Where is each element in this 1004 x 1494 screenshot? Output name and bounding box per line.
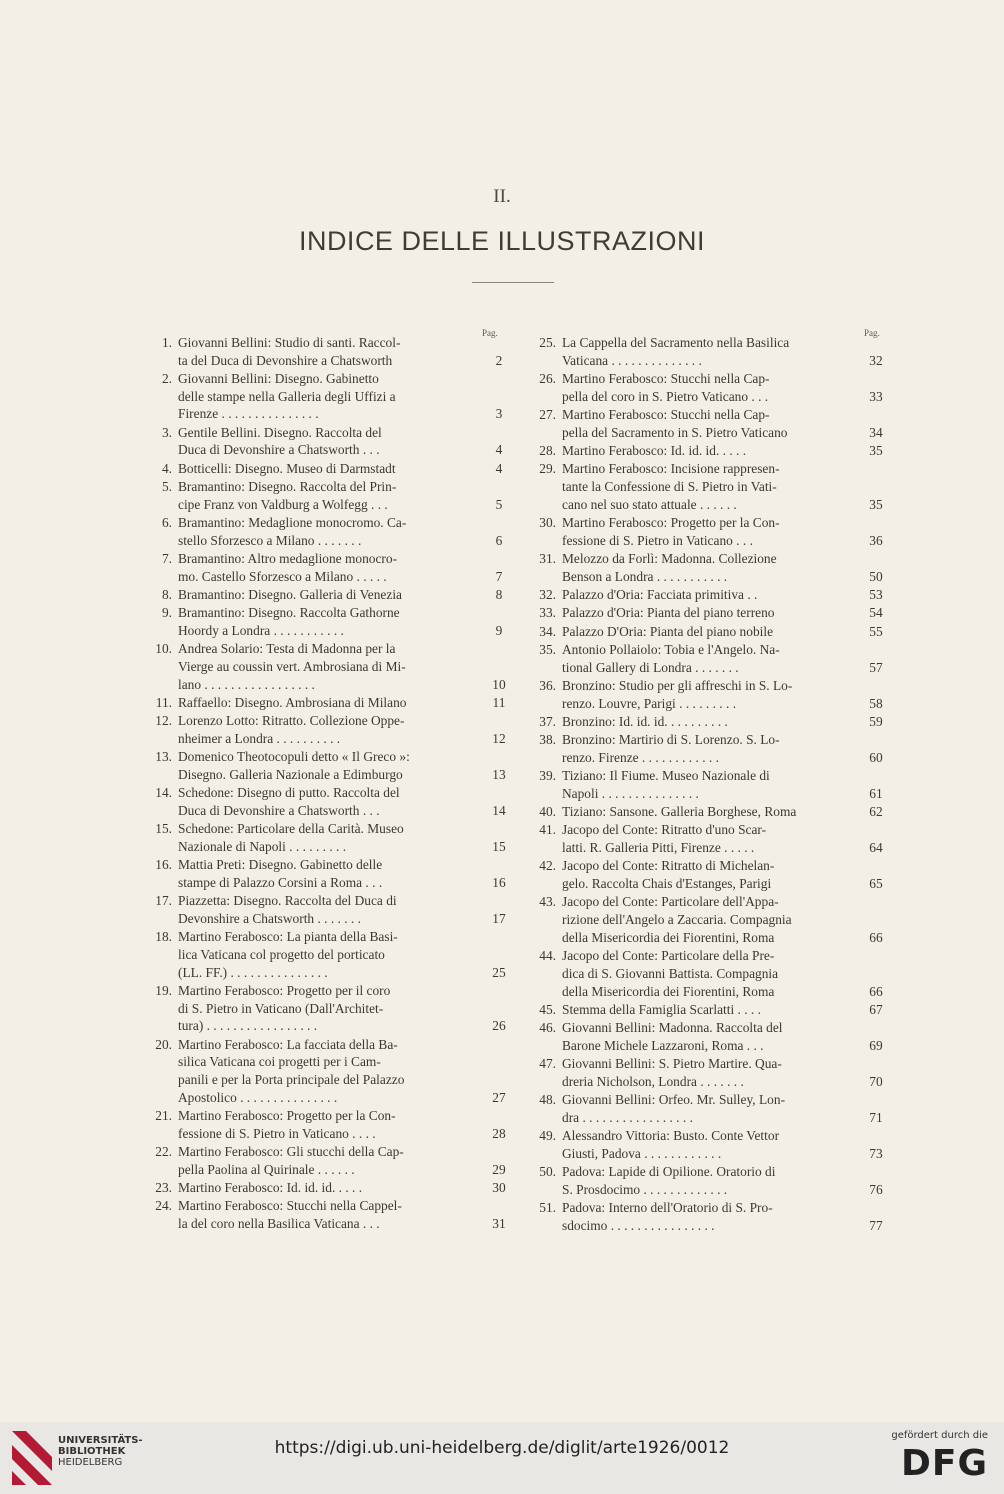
index-entry [522,514,890,549]
entry-text-line: Giovanni Bellini: S. Pietro Martire. Qua- [562,1056,782,1072]
entry-text-line: Bramantino: Medaglione monocromo. Ca- [178,515,407,530]
entry-page-number: 16 [492,875,506,890]
entry-number: 32. [539,587,556,602]
entry-number: 16. [155,857,172,873]
index-entry [522,460,890,513]
permalink-url[interactable]: https://digi.ub.uni-heidelberg.de/diglit/arte1926/0012 [274,1438,730,1458]
entry-text-line: Martino Ferabosco: La pianta della Basi- [178,929,398,945]
entry-text-line: dra . . . . . . . . . . . . . . . . . [562,1109,693,1125]
entry-text-line: renzo. Louvre, Parigi . . . . . . . . . [562,695,737,711]
index-entry [140,550,512,585]
entry-page-number: 29 [492,1161,506,1177]
entry-number: 4. [161,460,172,476]
entry-number: 3. [161,424,172,440]
entry-page-number: 8 [495,587,503,602]
entry-text-line: Palazzo D'Oria: Pianta del piano nobile [562,623,774,639]
entry-text-line: Jacopo del Conte: Particolare della Pre- [562,948,775,964]
entry-text-line: tura) . . . . . . . . . . . . . . . . . [178,1018,318,1034]
entry-page-number: 62 [869,804,883,820]
index-entry [522,767,890,802]
entry-text-line: la del coro nella Basilica Vaticana . . . [178,1216,380,1232]
entry-number: 20. [155,1036,172,1052]
entry-text-line: cipe Franz von Valdburg a Wolfegg . . . [178,496,388,512]
index-entry [522,586,890,604]
entry-text-line: Jacopo del Conte: Ritratto di Michelan- [562,858,775,874]
entry-number: 46. [539,1020,556,1036]
entry-text-line: Jacopo del Conte: Ritratto d'uno Scar- [562,822,767,838]
entry-text-line: Martino Ferabosco: Progetto per la Con- [178,1108,396,1124]
entry-number: 1. [161,335,172,350]
entry-text-line: Martino Ferabosco: Id. id. id. . . . . [562,443,747,458]
entry-page-number: 7 [495,568,503,584]
entry-page-number: 53 [869,587,883,602]
entry-page-number: 33 [869,388,883,404]
entry-number: 11. [155,695,172,710]
entry-page-number: 55 [869,623,883,639]
index-column-right [522,334,890,1235]
entry-number: 33. [539,605,556,621]
entry-text-line: Martino Ferabosco: Progetto per il coro [178,983,391,998]
index-entry [140,1179,512,1197]
index-entry [140,694,512,712]
entry-page-number: 30 [492,1180,506,1196]
index-entry [140,514,512,549]
index-entry [140,784,512,819]
entry-text-line: sdocimo . . . . . . . . . . . . . . . . [562,1217,715,1233]
entry-page-number: 4 [495,460,503,476]
entry-page-number: 35 [869,443,883,458]
entry-number: 6. [161,515,172,530]
entry-text-line: silica Vaticana coi progetti per i Cam- [178,1054,381,1070]
entry-number: 34. [539,623,556,639]
entry-page-number: 12 [492,731,506,746]
entry-text-line: Melozzo da Forlì: Madonna. Collezione [562,551,777,566]
entry-text-line: Botticelli: Disegno. Museo di Darmstadt [178,460,396,476]
entry-page-number: 54 [869,605,883,621]
index-entry [140,856,512,891]
entry-number: 2. [161,371,172,386]
entry-text-line: Palazzo d'Oria: Facciata primitiva . . [562,587,758,602]
index-entry [522,604,890,622]
entry-text-line: tante la Confessione di S. Pietro in Vati- [562,479,777,494]
index-entry [522,1091,890,1126]
entry-number: 50. [539,1164,556,1180]
entry-page-number: 69 [869,1037,883,1053]
entry-text-line: La Cappella del Sacramento nella Basilica [562,335,790,350]
entry-text-line: pella Paolina al Quirinale . . . . . . [178,1161,355,1177]
index-entry [140,460,512,478]
entry-text-line: Schedone: Disegno di putto. Raccolta del [178,785,400,801]
index-entry [522,893,890,946]
index-entry [522,1199,890,1234]
entry-number: 22. [155,1144,172,1160]
entry-page-number: 66 [869,929,883,945]
entry-text-line: Andrea Solario: Testa di Madonna per la [178,641,396,657]
entry-number: 36. [539,677,556,693]
page-title: INDICE DELLE ILLUSTRAZIONI [298,226,706,256]
entry-text-line: Raffaello: Disegno. Ambrosiana di Milano [178,695,407,710]
index-entry [140,424,512,459]
entry-page-number: 71 [869,1109,883,1125]
entry-text-line: Duca di Devonshire a Chatsworth . . . [178,442,380,458]
entry-page-number: 32 [869,352,883,368]
entry-text-line: Barone Michele Lazzaroni, Roma . . . [562,1037,764,1053]
entry-text-line: delle stampe nella Galleria degli Uffizi a [178,388,396,404]
entry-page-number: 3 [495,406,503,422]
index-entry [522,857,890,892]
entry-text-line: Martino Ferabosco: Incisione rappresen- [562,461,780,477]
entry-text-line: Hoordy a Londra . . . . . . . . . . . [178,623,344,638]
index-entry [522,1163,890,1198]
index-entry [522,803,890,821]
entry-number: 45. [539,1001,556,1017]
entry-text-line: Duca di Devonshire a Chatsworth . . . [178,803,380,818]
index-entry [140,640,512,693]
entry-number: 5. [161,479,172,494]
index-entry [140,604,512,639]
entry-page-number: 76 [869,1181,883,1197]
index-entry [522,677,890,712]
entry-text-line: fessione di S. Pietro in Vaticano . . . . [178,1125,376,1141]
entry-number: 24. [155,1198,172,1214]
entry-number: 44. [539,948,556,964]
index-entry [140,982,512,1035]
entry-number: 15. [155,821,172,837]
index-entry [140,1107,512,1142]
entry-text-line: Martino Ferabosco: Gli stucchi della Cap- [178,1144,404,1160]
entry-text-line: Martino Ferabosco: La facciata della Ba- [178,1036,398,1052]
entry-text-line: Jacopo del Conte: Particolare dell'Appa- [562,894,779,910]
entry-page-number: 73 [869,1145,883,1161]
entry-text-line: Martino Ferabosco: Id. id. id. . . . . [178,1180,363,1196]
entry-text-line: Martino Ferabosco: Stucchi nella Cap- [562,407,770,422]
entry-text-line: dica di S. Giovanni Battista. Compagnia [562,965,779,981]
entry-text-line: nheimer a Londra . . . . . . . . . . [178,731,341,746]
entry-text-line: ta del Duca di Devonshire a Chatsworth [178,352,393,368]
index-entry [522,1055,890,1090]
entry-text-line: renzo. Firenze . . . . . . . . . . . . [562,749,719,765]
entry-number: 28. [539,443,556,458]
entry-text-line: Nazionale di Napoli . . . . . . . . . [178,839,347,854]
entry-page-number: 10 [492,676,506,692]
entry-text-line: Giusti, Padova . . . . . . . . . . . . [562,1145,722,1161]
entry-text-line: Alessandro Vittoria: Busto. Conte Vettor [562,1128,780,1144]
entry-number: 49. [539,1128,556,1144]
entry-number: 29. [539,461,556,477]
entry-text-line: cano nel suo stato attuale . . . . . . [562,496,737,512]
entry-text-line: pella del coro in S. Pietro Vaticano . . . [562,388,769,404]
index-entry [522,1019,890,1054]
entry-number: 13. [155,749,172,765]
footer-bar [0,1422,1004,1494]
index-entry [140,478,512,513]
entry-text-line: Martino Ferabosco: Stucchi nella Cap- [562,371,770,386]
entry-text-line: Bramantino: Altro medaglione monocro- [178,551,398,566]
index-entry [522,1127,890,1162]
entry-page-number: 26 [492,1018,506,1034]
entry-page-number: 66 [869,983,883,999]
entry-page-number: 25 [492,964,506,980]
index-column-left [140,334,512,1233]
library-name-line1: UNIVERSITÄTS- [58,1435,143,1446]
entry-text-line: Martino Ferabosco: Progetto per la Con- [562,515,780,530]
entry-text-line: Palazzo d'Oria: Pianta del piano terreno [562,605,775,621]
entry-page-number: 15 [492,839,506,854]
entry-text-line: della Misericordia dei Fiorentini, Roma [562,983,775,999]
entry-number: 9. [161,605,172,621]
entry-page-number: 11 [492,695,506,710]
entry-text-line: Apostolico . . . . . . . . . . . . . . . [178,1089,338,1105]
entry-page-number: 60 [869,749,883,765]
index-entry [522,370,890,405]
entry-text-line: Padova: Interno dell'Oratorio di S. Pro- [562,1200,773,1216]
entry-number: 40. [539,804,556,820]
dfg-logo[interactable]: DFG [900,1443,988,1484]
entry-text-line: S. Prosdocimo . . . . . . . . . . . . . [562,1181,728,1197]
entry-number: 31. [539,551,556,566]
entry-number: 19. [155,983,172,998]
entry-page-number: 70 [869,1073,883,1089]
index-entry [522,713,890,731]
pag-label-right: Pag. [864,328,880,338]
funded-by-label: gefördert durch die [891,1430,988,1441]
entry-number: 21. [155,1108,172,1124]
entry-text-line: Stemma della Famiglia Scarlatti . . . . [562,1001,761,1017]
entry-text-line: Mattia Preti: Disegno. Gabinetto delle [178,857,383,873]
entry-text-line: Disegno. Galleria Nazionale a Edimburgo [178,767,403,782]
index-entry [140,370,512,423]
entry-number: 8. [161,587,172,602]
entry-number: 47. [539,1056,556,1072]
entry-page-number: 50 [869,568,883,584]
library-name-line3: HEIDELBERG [58,1457,123,1468]
entry-page-number: 5 [495,496,503,512]
entry-page-number: 77 [869,1217,883,1233]
entry-number: 17. [155,893,172,909]
entry-text-line: latti. R. Galleria Pitti, Firenze . . . . . [562,840,755,856]
entry-text-line: Vierge au coussin vert. Ambrosiana di Mi- [178,659,406,674]
entry-text-line: fessione di S. Pietro in Vaticano . . . [562,532,753,548]
index-entry [522,1001,890,1019]
entry-text-line: gelo. Raccolta Chais d'Estanges, Parigi [562,876,772,892]
entry-page-number: 13 [492,767,506,782]
entry-text-line: Tiziano: Sansone. Galleria Borghese, Roma [562,804,797,820]
entry-text-line: Lorenzo Lotto: Ritratto. Collezione Oppe- [178,713,405,729]
index-entry [140,712,512,747]
entry-page-number: 58 [869,695,883,711]
entry-page-number: 67 [869,1001,883,1017]
entry-page-number: 59 [869,713,883,729]
entry-number: 37. [539,713,556,729]
index-entry [522,623,890,641]
index-entry [522,334,890,369]
entry-page-number: 17 [492,911,506,926]
entry-page-number: 27 [492,1089,506,1105]
entry-number: 10. [155,641,172,657]
entry-text-line: Gentile Bellini. Disegno. Raccolta del [178,424,382,440]
entry-page-number: 65 [869,876,883,892]
entry-number: 51. [539,1200,556,1216]
entry-text-line: rizione dell'Angelo a Zaccaria. Compagnia [562,912,792,928]
entry-number: 35. [539,641,556,657]
index-entry [522,821,890,856]
entry-page-number: 14 [492,803,506,818]
entry-number: 26. [539,371,556,386]
entry-text-line: Giovanni Bellini: Studio di santi. Raccol- [178,335,401,350]
entry-text-line: Benson a Londra . . . . . . . . . . . [562,568,728,584]
entry-text-line: Giovanni Bellini: Orfeo. Mr. Sulley, Lon- [562,1092,786,1108]
entry-text-line: Bramantino: Disegno. Raccolta Gathorne [178,605,400,621]
entry-number: 25. [539,335,556,350]
entry-text-line: Vaticana . . . . . . . . . . . . . . [562,352,702,368]
pag-label-left: Pag. [482,328,498,338]
entry-page-number: 2 [495,352,503,368]
entry-number: 23. [155,1180,172,1196]
entry-number: 12. [155,713,172,729]
entry-number: 30. [539,515,556,530]
index-entry [140,892,512,927]
entry-number: 42. [539,858,556,874]
entry-text-line: Tiziano: Il Fiume. Museo Nazionale di [562,768,770,784]
section-number: II. [493,186,511,207]
index-entry [522,731,890,766]
entry-text-line: Napoli . . . . . . . . . . . . . . . [562,785,699,801]
entry-text-line: tional Gallery di Londra . . . . . . . [562,659,739,675]
entry-page-number: 28 [492,1125,506,1141]
entry-number: 27. [539,407,556,422]
entry-page-number: 64 [869,840,883,856]
library-name-line2: BIBLIOTHEK [58,1446,126,1457]
index-entry [522,550,890,585]
entry-page-number: 61 [869,785,883,801]
entry-page-number: 31 [492,1216,506,1232]
entry-text-line: Piazzetta: Disegno. Raccolta del Duca di [178,893,397,909]
index-entry [522,406,890,441]
entry-text-line: Bramantino: Disegno. Raccolta del Prin- [178,479,397,494]
index-entry [522,641,890,676]
entry-page-number: 6 [495,532,503,548]
entry-text-line: Bronzino: Id. id. id. . . . . . . . . . [562,713,728,729]
index-entry [140,334,512,369]
entry-number: 48. [539,1092,556,1108]
entry-text-line: Antonio Pollaiolo: Tobia e l'Angelo. Na- [562,641,780,657]
entry-number: 41. [539,822,556,838]
entry-number: 43. [539,894,556,910]
entry-text-line: mo. Castello Sforzesco a Milano . . . . . [178,568,387,584]
entry-text-line: Giovanni Bellini: Madonna. Raccolta del [562,1020,783,1036]
entry-page-number: 34 [869,424,883,440]
title-divider [472,282,554,283]
entry-text-line: Domenico Theotocopuli detto « Il Greco »: [178,749,410,765]
entry-text-line: panili e per la Porta principale del Palazzo [178,1072,405,1088]
entry-text-line: Bronzino: Studio per gli affreschi in S. Lo- [562,677,793,693]
entry-page-number: 4 [495,442,503,458]
index-entry [522,442,890,460]
entry-number: 14. [155,785,172,801]
entry-text-line: Firenze . . . . . . . . . . . . . . . [178,406,319,422]
entry-text-line: (LL. FF.) . . . . . . . . . . . . . . . [178,964,328,980]
entry-page-number: 35 [869,496,883,512]
entry-page-number: 36 [869,532,883,548]
index-entry [140,820,512,855]
entry-text-line: dreria Nicholson, Londra . . . . . . . [562,1073,744,1089]
entry-text-line: stampe di Palazzo Corsini a Roma . . . [178,875,383,890]
entry-number: 7. [161,551,172,566]
entry-text-line: Bronzino: Martirio di S. Lorenzo. S. Lo- [562,732,780,748]
entry-page-number: 57 [869,659,883,675]
index-entry [140,1036,512,1107]
index-entry [140,1197,512,1232]
entry-text-line: lica Vaticana col progetto del porticato [178,947,385,962]
entry-text-line: Giovanni Bellini: Disegno. Gabinetto [178,371,379,386]
entry-text-line: Bramantino: Disegno. Galleria di Venezia [178,587,402,602]
index-entry [140,1143,512,1178]
entry-text-line: Devonshire a Chatsworth . . . . . . . [178,911,361,926]
index-entry [140,928,512,981]
entry-text-line: pella del Sacramento in S. Pietro Vaticano [562,424,788,440]
entry-number: 38. [539,732,556,748]
entry-page-number: 9 [495,623,503,638]
entry-text-line: Padova: Lapide di Opilione. Oratorio di [562,1164,776,1180]
entry-text-line: di S. Pietro in Vaticano (Dall'Architet- [178,1000,384,1016]
entry-text-line: stello Sforzesco a Milano . . . . . . . [178,532,362,548]
entry-text-line: Martino Ferabosco: Stucchi nella Cappel- [178,1198,402,1214]
index-entry [140,586,512,604]
entry-text-line: della Misericordia dei Fiorentini, Roma [562,929,775,945]
entry-text-line: lano . . . . . . . . . . . . . . . . . [178,676,315,692]
entry-number: 39. [539,768,556,784]
index-entry [522,947,890,1000]
entry-number: 18. [155,929,172,945]
index-entry [140,748,512,783]
entry-text-line: Schedone: Particolare della Carità. Museo [178,821,404,837]
